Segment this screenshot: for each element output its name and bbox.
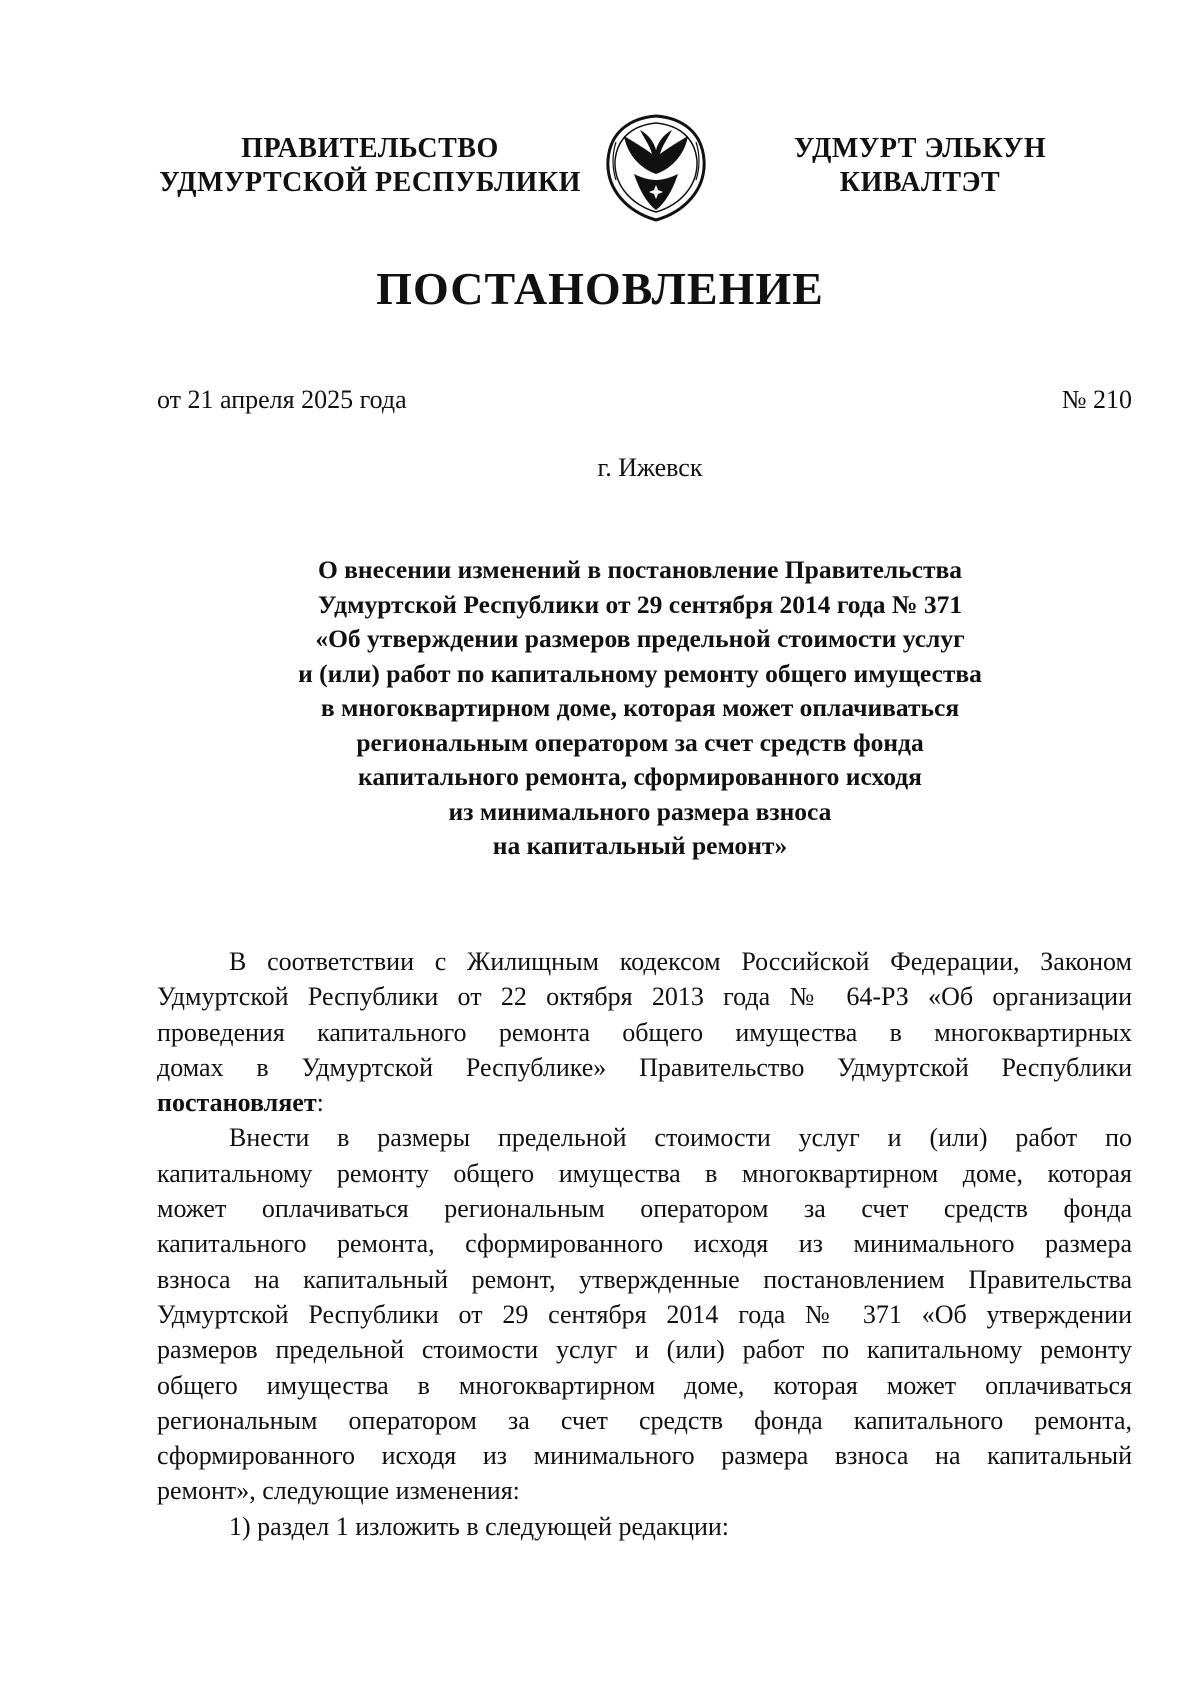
udmurt-coat-of-arms-icon [604, 112, 708, 224]
body-line: домах в Удмуртской Республике» Правительство Удмуртской Республики [157, 1052, 1132, 1082]
body-line [157, 1085, 1132, 1120]
body-line: капитального ремонта, сформированного исходя из минимального размера [157, 1229, 1132, 1259]
title-line: «Об утверждении размеров предельной стоимости услуг [315, 624, 965, 653]
body-line: проведения капитального ремонта общего имущества в многоквартирных [157, 1017, 1132, 1047]
body-line: 1) раздел 1 изложить в следующей редакции: [229, 1511, 730, 1541]
title-line: капитального ремонта, сформированного исходя [358, 762, 922, 791]
body-line: взноса на капитальный ремонт, утвержденные постановлением Правительства [157, 1264, 1132, 1294]
body-line: Удмуртской Республики от 29 сентября 2014 года № 371 «Об утверждении [157, 1299, 1132, 1329]
issuer-name-russian [140, 132, 600, 200]
title-line: и (или) работ по капитальному ремонту общего имущества [298, 658, 982, 688]
document-body [157, 944, 1132, 1544]
body-line: Внести в размеры предельной стоимости услуг и (или) работ по [229, 1123, 1132, 1153]
body-line: общего имущества в многоквартирном доме, которая может оплачиваться [157, 1370, 1132, 1400]
issuer-line: ПРАВИТЕЛЬСТВО [241, 133, 499, 164]
body-line: ремонт», следующие изменения: [157, 1476, 520, 1506]
issuer-line: УДМУРТСКОЙ РЕСПУБЛИКИ [159, 167, 581, 198]
title-line: на капитальный ремонт» [492, 831, 788, 860]
title-line: региональным оператором за счет средств фонда [356, 727, 924, 757]
resolution-verb: постановляет [157, 1088, 317, 1118]
title-line: из минимального размера взноса [448, 796, 832, 826]
body-line: В соответствии с Жилищным кодексом Российской Федерации, Законом [229, 947, 1132, 976]
title-line: Удмуртской Республики от 29 сентября 2014 года № 371 [317, 589, 963, 619]
title-line: О внесении изменений в постановление Правительства [317, 555, 963, 584]
body-line: капитальному ремонту общего имущества в многоквартирном доме, которая [157, 1158, 1132, 1188]
document-number: № 210 [1061, 385, 1132, 414]
body-line: может оплачиваться региональным оператором за счет средств фонда [157, 1194, 1132, 1224]
document-city: г. Ижевск [597, 453, 703, 482]
document-type: ПОСТАНОВЛЕНИЕ [376, 263, 824, 314]
body-line: сформированного исходя из минимального размера взноса на капитальный [157, 1441, 1132, 1471]
body-line: региональным оператором за счет средств фонда капитального ремонта, [157, 1405, 1132, 1435]
body-line: размеров предельной стоимости услуг и (или) работ по капитальному ремонту [157, 1335, 1132, 1365]
issuer-line: УДМУРТ ЭЛЬКУН [793, 133, 1047, 164]
issuer-name-udmurt [770, 132, 1070, 200]
title-line: в многоквартирном доме, которая может оплачиваться [320, 693, 960, 722]
body-line: Удмуртской Республики от 22 октября 2013 года № 64-РЗ «Об организации [157, 982, 1132, 1012]
issuer-line: КИВАЛТЭТ [839, 167, 1001, 198]
document-title [150, 553, 1130, 864]
resolution-colon: : [316, 1088, 324, 1118]
document-date: от 21 апреля 2025 года [157, 385, 407, 414]
